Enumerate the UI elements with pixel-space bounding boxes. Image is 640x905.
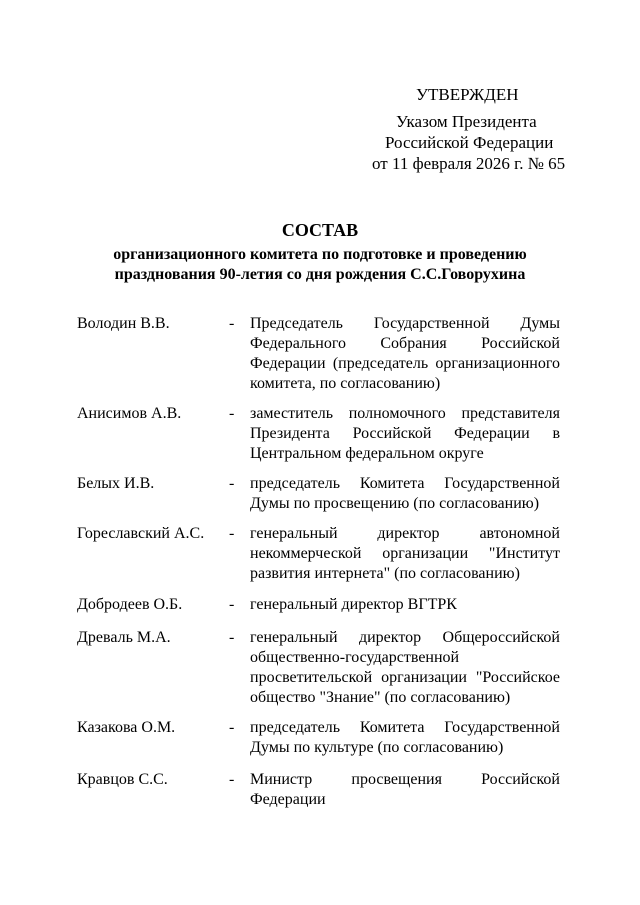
member-dash: - xyxy=(229,525,235,542)
member-role: Председатель Государственной Думы Федерального Собрания Российской Федерации (председатель организационного комитета, по согласованию) xyxy=(250,315,560,392)
approval-line-1: Указом Президента xyxy=(396,112,537,131)
document-subtitle-line-1: организационного комитета по подготовке и проведению xyxy=(113,246,527,263)
approval-line-3: от 11 февраля 2026 г. № 65 xyxy=(372,154,566,173)
member-name: Казакова О.М. xyxy=(77,719,176,736)
member-name: Володин В.В. xyxy=(77,315,170,332)
member-dash: - xyxy=(229,771,235,788)
member-role: заместитель полномочного представителя Президента Российской Федерации в Центральном федеральном округе xyxy=(250,405,560,462)
document-title: СОСТАВ xyxy=(281,220,359,240)
member-name: Анисимов А.В. xyxy=(77,405,182,422)
member-name: Гореславский А.С. xyxy=(77,525,205,542)
member-role: генеральный директор автономной некоммерческой организации "Институт развития интернета" (по согласованию) xyxy=(250,525,560,582)
member-name: Белых И.В. xyxy=(77,475,155,492)
member-dash: - xyxy=(229,315,235,332)
member-name: Добродеев О.Б. xyxy=(77,596,183,613)
member-role: генеральный директор Общероссийской общественно-государственной просветительской организации "Российское общество "Знание" (по согласованию) xyxy=(250,629,560,706)
document-subtitle xyxy=(0,245,640,285)
member-dash: - xyxy=(229,719,235,736)
member-dash: - xyxy=(229,405,235,422)
document-subtitle-line-2: празднования 90-летия со дня рождения С.С.Говорухина xyxy=(114,266,526,283)
member-dash: - xyxy=(229,629,235,646)
member-name: Древаль М.А. xyxy=(77,629,171,646)
approval-title: УТВЕРЖДЕН xyxy=(416,85,519,104)
member-dash: - xyxy=(229,596,235,613)
approval-line-2: Российской Федерации xyxy=(385,133,554,152)
member-role: генеральный директор ВГТРК xyxy=(250,596,457,613)
member-role: председатель Комитета Государственной Думы по просвещению (по согласованию) xyxy=(250,475,560,512)
member-role: Министр просвещения Российской Федерации xyxy=(250,771,560,808)
member-name: Кравцов С.С. xyxy=(77,771,168,788)
member-dash: - xyxy=(229,475,235,492)
member-role: председатель Комитета Государственной Думы по культуре (по согласованию) xyxy=(250,719,560,756)
